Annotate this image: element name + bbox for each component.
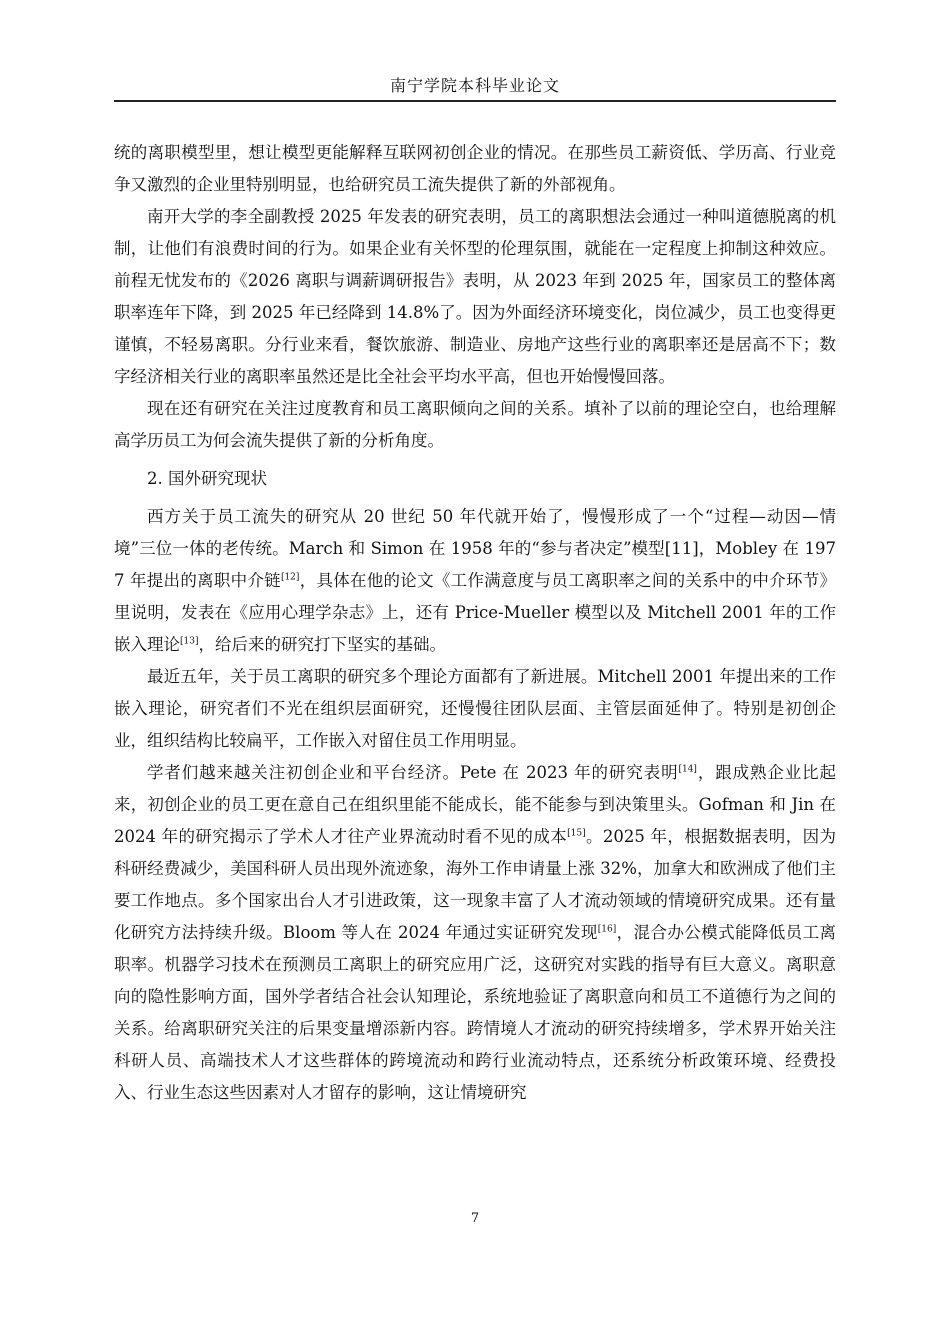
paragraph-5: 最近五年，关于员工离职的研究多个理论方面都有了新进展。Mitchell 2001 年提出来的工作嵌入理论，研究者们不光在组织层面研究，还慢慢往团队层面、主管层面延伸了。特别是初创企业，组织结构比较扁平，工作嵌入对留住员工作用明显。 bbox=[114, 667, 836, 750]
paragraph-6-text-b: ，跟成熟企业比起来，初创企业的员工更在意自己在组织里能不能成长，能不能参与到决策里头。Gofman 和 Jin 在 2024 年的研究揭示了学术人才往产业界流动时看不见的成本 bbox=[114, 763, 836, 846]
section-heading: 2. 国外研究现状 bbox=[147, 469, 267, 488]
paragraph-6-text-a: 学者们越来越关注初创企业和平台经济。Pete 在 2023 年的研究表明 bbox=[147, 763, 679, 782]
page-header: 南宁学院本科毕业论文 bbox=[389, 76, 560, 95]
citation-16: [16] bbox=[597, 924, 617, 935]
paragraph-4 bbox=[114, 501, 836, 661]
citation-12: [12] bbox=[280, 572, 300, 583]
paragraph-4-text-a: 西方关于员工流失的研究从 20 世纪 50 年代就开始了，慢慢形成了一个“过程—动因—情境”三位一体的老传统。March 和 Simon 在 1958 年的“参与者决定”模型[11]，Mobley 在 1977 年提出的离职中介链 bbox=[114, 507, 836, 590]
page-number: 7 bbox=[470, 1211, 480, 1226]
document-body bbox=[114, 137, 836, 1109]
citation-14: [14] bbox=[678, 764, 697, 775]
paragraph-4-text-b: ，具体在他的论文《工作满意度与员工离职率之间的关系中的中介环节》里说明，发表在《应用心理学杂志》上，还有 Price-Mueller 模型以及 Mitchell 2001 年的工作嵌入理论 bbox=[114, 571, 837, 654]
paragraph-4-text-c: ，给后来的研究打下坚实的基础。 bbox=[198, 635, 446, 654]
paragraph-3: 现在还有研究在关注过度教育和员工离职倾向之间的关系。填补了以前的理论空白，也给理解高学历员工为何会流失提供了新的分析角度。 bbox=[114, 399, 836, 450]
header-rule bbox=[114, 100, 836, 102]
citation-15: [15] bbox=[567, 828, 586, 839]
paragraph-1: 统的离职模型里，想让模型更能解释互联网初创企业的情况。在那些员工薪资低、学历高、行业竞争又激烈的企业里特别明显，也给研究员工流失提供了新的外部视角。 bbox=[114, 143, 836, 194]
paragraph-2: 南开大学的李全副教授 2025 年发表的研究表明，员工的离职想法会通过一种叫道德脱离的机制，让他们有浪费时间的行为。如果企业有关怀型的伦理氛围，就能在一定程度上抑制这种效应。前程无忧发布的《2026 离职与调薪调研报告》表明，从 2023 年到 2025 年，国家员工的整体离职率连年下降，到 2025 年已经降到 14.8%了。因为外面经济环境变化，岗位减少，员工也变得更谨慎，不轻易离职。分行业来看，餐饮旅游、制造业、房地产这些行业的离职率还是居高不下；数字经济相关行业的离职率虽然还是比全社会平均水平高，但也开始慢慢回落。 bbox=[114, 207, 836, 386]
paragraph-6-text-d: ，混合办公模式能降低员工离职率。机器学习技术在预测员工离职上的研究应用广泛，这研究对实践的指导有巨大意义。离职意向的隐性影响方面，国外学者结合社会认知理论，系统地验证了离职意向和员工不道德行为之间的关系。给离职研究关注的后果变量增添新内容。跨情境人才流动的研究持续增多，学术界开始关注科研人员、高端技术人才这些群体的跨境流动和跨行业流动特点，还系统分析政策环境、经费投入、行业生态这些因素对人才留存的影响，这让情境研究 bbox=[114, 923, 836, 1102]
paragraph-6-text-c: 。2025 年，根据数据表明，因为科研经费减少，美国科研人员出现外流迹象，海外工作申请量上涨 32%，加拿大和欧洲成了他们主要工作地点。多个国家出台人才引进政策，这一现象丰富了人才流动领域的情境研究成果。还有量化研究方法持续升级。Bloom 等人在 2024 年通过实证研究发现 bbox=[114, 827, 836, 942]
paragraph-6 bbox=[114, 757, 836, 1109]
citation-13: [13] bbox=[180, 636, 199, 647]
